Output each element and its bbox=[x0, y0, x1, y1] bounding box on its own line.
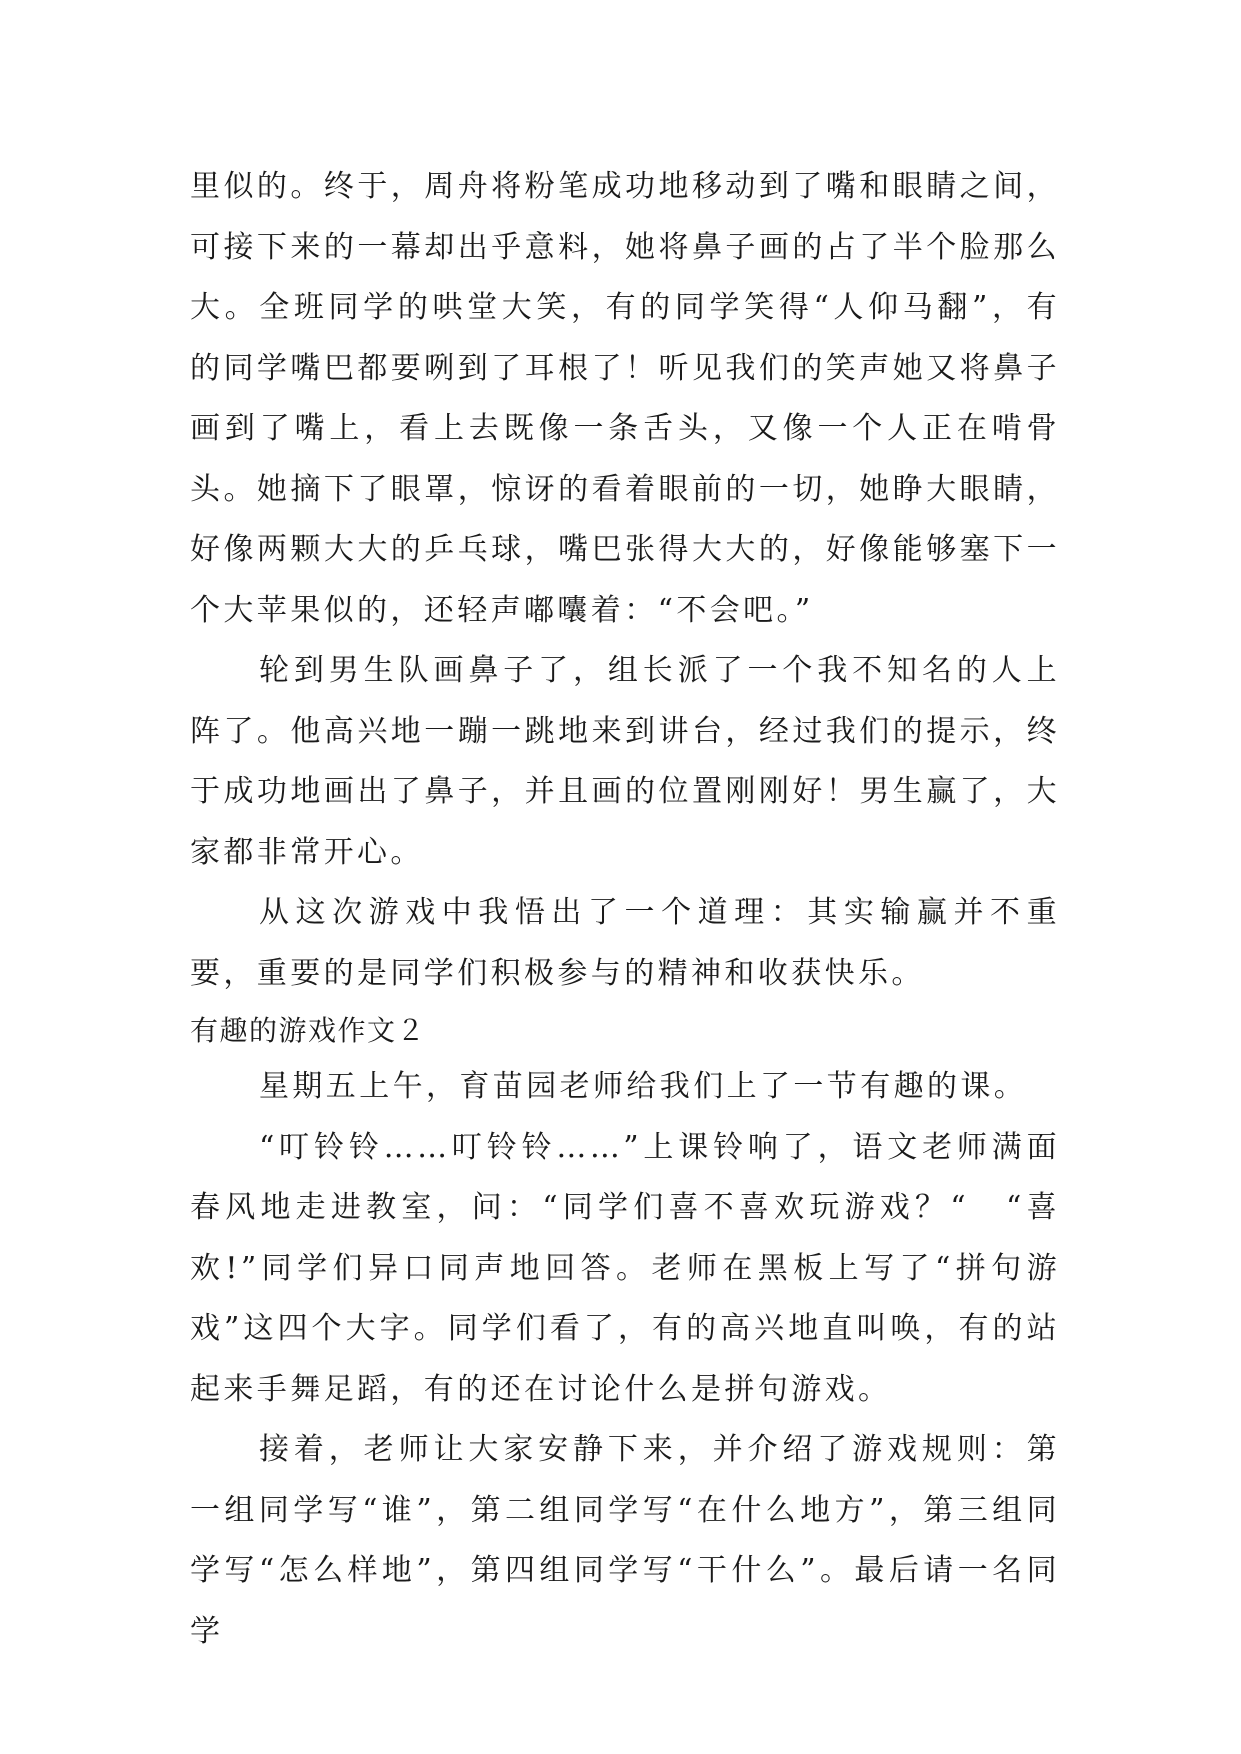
paragraph: 轮到男生队画鼻子了，组长派了一个我不知名的人上阵了。他高兴地一蹦一跳地来到讲台，经过我们的提示，终于成功地画出了鼻子，并且画的位置刚刚好！男生赢了，大家都非常开心。 bbox=[190, 653, 1060, 870]
paragraph: “叮铃铃……叮铃铃……”上课铃响了，语文老师满面春风地走进教室，问：“同学们喜不喜欢玩游戏？“ “喜欢!”同学们异口同声地回答。老师在黑板上写了“拼句游戏”这四个大字。同学们看了，有的高兴地直叫唤，有的站起来手舞足蹈，有的还在讨论什么是拼句游戏。 bbox=[190, 1129, 1060, 1407]
document-body bbox=[190, 157, 1060, 1662]
section-title: 有趣的游戏作文２ bbox=[190, 1014, 427, 1047]
paragraph-continuation: 里似的。终于，周舟将粉笔成功地移动到了嘴和眼睛之间，可接下来的一幕却出乎意料，她将鼻子画的占了半个脸那么大。全班同学的哄堂大笑，有的同学笑得“人仰马翻”，有的同学嘴巴都要咧到了耳根了！听见我们的笑声她又将鼻子画到了嘴上，看上去既像一条舌头，又像一个人正在啃骨头。她摘下了眼罩，惊讶的看着眼前的一切，她睁大眼睛，好像两颗大大的乒乓球，嘴巴张得大大的，好像能够塞下一个大苹果似的，还轻声嘟囔着：“不会吧。” bbox=[190, 169, 1060, 628]
paragraph: 星期五上午，育苗园老师给我们上了一节有趣的课。 bbox=[259, 1069, 1028, 1104]
paragraph: 接着，老师让大家安静下来，并介绍了游戏规则：第一组同学写“谁”，第二组同学写“在什么地方”，第三组同学写“怎么样地”，第四组同学写“干什么”。最后请一名同学 bbox=[190, 1432, 1060, 1649]
paragraph: 从这次游戏中我悟出了一个道理：其实输赢并不重要，重要的是同学们积极参与的精神和收获快乐。 bbox=[190, 895, 1060, 991]
